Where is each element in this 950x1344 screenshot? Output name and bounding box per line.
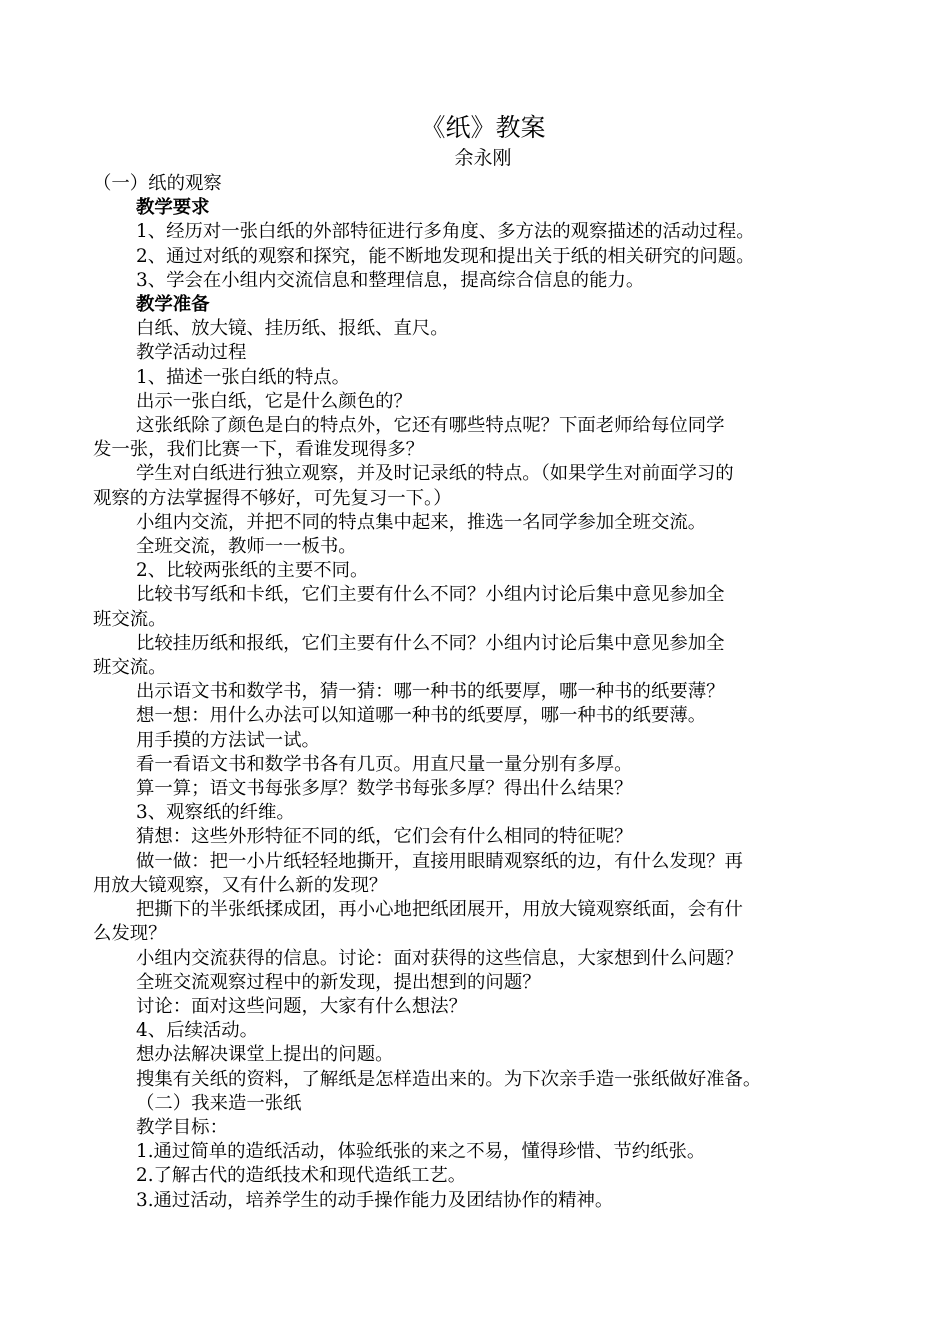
paragraph-line: 全班交流，教师一一板书。 xyxy=(136,536,357,558)
preparation-text: 白纸、放大镜、挂历纸、报纸、直尺。 xyxy=(136,318,449,340)
preparation-heading: 教学准备 xyxy=(136,294,210,316)
paragraph-line: 班交流。 xyxy=(93,657,167,679)
paragraph-line: 把撕下的半张纸揉成团，再小心地把纸团展开，用放大镜观察纸面，会有什 xyxy=(136,899,743,921)
paragraph-line: 这张纸除了颜色是白的特点外，它还有哪些特点呢？下面老师给每位同学 xyxy=(136,415,725,437)
document-title: 《纸》教案 xyxy=(420,113,546,142)
paragraph-line: 出示一张白纸，它是什么颜色的？ xyxy=(136,390,412,412)
paragraph-line: 全班交流观察过程中的新发现，提出想到的问题？ xyxy=(136,971,541,993)
document-body xyxy=(93,112,873,1213)
paragraph-line: 4、后续活动。 xyxy=(136,1020,259,1042)
section-heading-1: （一）纸的观察 xyxy=(93,173,222,194)
paragraph-line: 3、观察纸的纤维。 xyxy=(136,802,295,824)
paragraph-line: 观察的方法掌握得不够好，可先复习一下。） xyxy=(93,487,452,509)
paragraph-line: 看一看语文书和数学书各有几页。用直尺量一量分别有多厚。 xyxy=(136,753,633,775)
paragraph-line: 么发现？ xyxy=(93,923,167,945)
paragraph-line: 想办法解决课堂上提出的问题。 xyxy=(136,1044,394,1066)
paragraph-line: 用放大镜观察，又有什么新的发现？ xyxy=(93,874,388,896)
requirement-item: 2、通过对纸的观察和探究，能不断地发现和提出关于纸的相关研究的问题。 xyxy=(136,245,755,267)
paragraph-line: 小组内交流，并把不同的特点集中起来，推选一名同学参加全班交流。 xyxy=(136,511,707,533)
section-heading-2: （二）我来造一张纸 xyxy=(136,1092,302,1114)
paragraph-line: 讨论：面对这些问题，大家有什么想法？ xyxy=(136,995,468,1017)
goal-item: 2.了解古代的造纸技术和现代造纸工艺。 xyxy=(136,1165,467,1187)
paragraph-line: 班交流。 xyxy=(93,608,167,630)
requirements-heading: 教学要求 xyxy=(136,197,210,219)
requirement-item: 3、学会在小组内交流信息和整理信息，提高综合信息的能力。 xyxy=(136,269,645,291)
goal-item: 3.通过活动，培养学生的动手操作能力及团结协作的精神。 xyxy=(136,1189,614,1211)
paragraph-line: 比较挂历纸和报纸，它们主要有什么不同？小组内讨论后集中意见参加全 xyxy=(136,632,725,654)
paragraph-line: 想一想：用什么办法可以知道哪一种书的纸要厚，哪一种书的纸要薄。 xyxy=(136,705,707,727)
document-author: 余永刚 xyxy=(454,147,512,169)
goals-heading: 教学目标： xyxy=(136,1116,228,1138)
paragraph-line: 搜集有关纸的资料，了解纸是怎样造出来的。为下次亲手造一张纸做好准备。 xyxy=(136,1068,762,1090)
paragraph-line: 2、比较两张纸的主要不同。 xyxy=(136,560,369,582)
process-heading: 教学活动过程 xyxy=(136,342,247,364)
paragraph-line: 猜想：这些外形特征不同的纸，它们会有什么相同的特征呢？ xyxy=(136,826,633,848)
paragraph-line: 算一算；语文书每张多厚？数学书每张多厚？得出什么结果？ xyxy=(136,778,633,800)
goal-item: 1.通过简单的造纸活动，体验纸张的来之不易，懂得珍惜、节约纸张。 xyxy=(136,1141,706,1163)
paragraph-line: 做一做：把一小片纸轻轻地撕开，直接用眼睛观察纸的边，有什么发现？再 xyxy=(136,850,743,872)
paragraph-line: 出示语文书和数学书，猜一猜：哪一种书的纸要厚，哪一种书的纸要薄？ xyxy=(136,681,725,703)
paragraph-line: 1、描述一张白纸的特点。 xyxy=(136,366,350,388)
paragraph-line: 小组内交流获得的信息。讨论：面对获得的这些信息，大家想到什么问题？ xyxy=(136,947,743,969)
paragraph-line: 用手摸的方法试一试。 xyxy=(136,729,320,751)
paragraph-line: 比较书写纸和卡纸，它们主要有什么不同？小组内讨论后集中意见参加全 xyxy=(136,584,725,606)
paragraph-line: 发一张，我们比赛一下，看谁发现得多？ xyxy=(93,439,425,461)
paragraph-line: 学生对白纸进行独立观察，并及时记录纸的特点。（如果学生对前面学习的 xyxy=(136,463,734,485)
requirement-item: 1、经历对一张白纸的外部特征进行多角度、多方法的观察描述的活动过程。 xyxy=(136,221,755,243)
